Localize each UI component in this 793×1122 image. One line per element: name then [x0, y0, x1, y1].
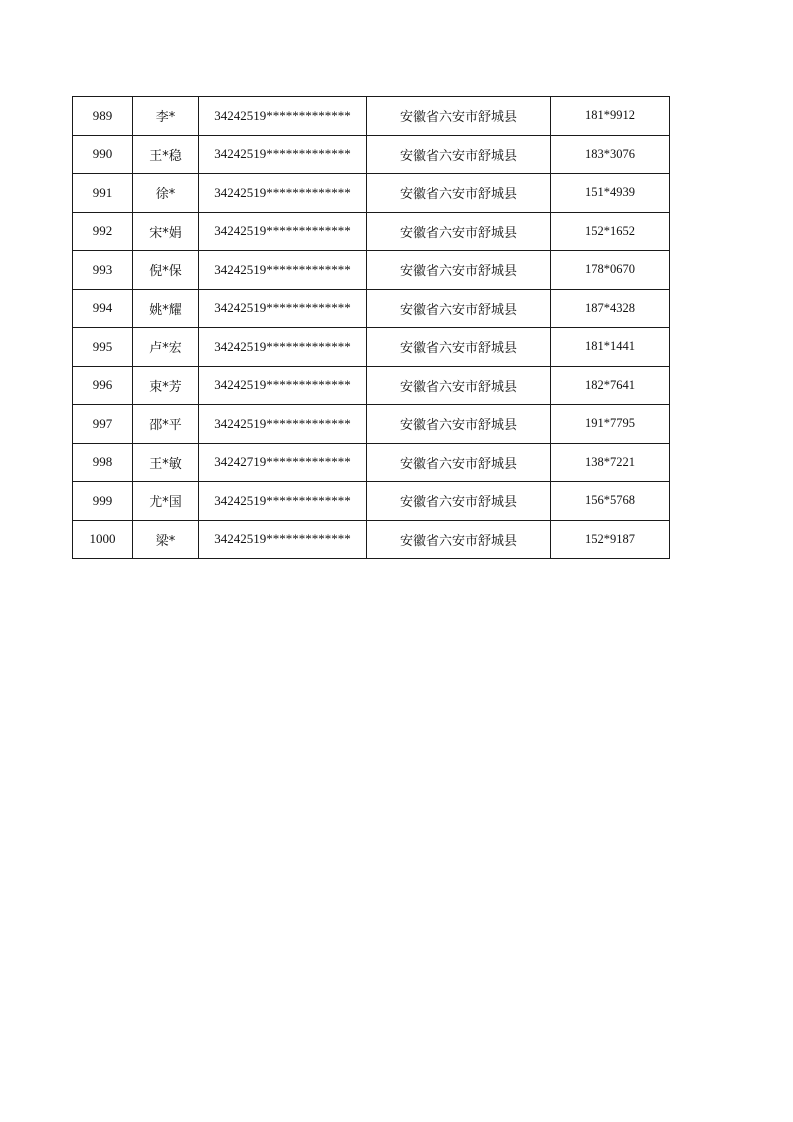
- table-row: [73, 135, 670, 174]
- phone-number: 191*7795: [551, 405, 670, 444]
- address: 安徽省六安市舒城县: [367, 328, 551, 367]
- person-name: 尤*国: [133, 482, 199, 521]
- records-table-body: [73, 97, 670, 559]
- id-number: 34242519*************: [199, 212, 367, 251]
- row-number: 991: [73, 174, 133, 213]
- row-number: 993: [73, 251, 133, 290]
- table-row: [73, 405, 670, 444]
- id-number: 34242519*************: [199, 520, 367, 559]
- table-row: [73, 289, 670, 328]
- table-row: [73, 366, 670, 405]
- table-row: [73, 482, 670, 521]
- person-name: 王*稳: [133, 135, 199, 174]
- id-number: 34242519*************: [199, 251, 367, 290]
- address: 安徽省六安市舒城县: [367, 97, 551, 136]
- table-row: [73, 212, 670, 251]
- id-number: 34242519*************: [199, 174, 367, 213]
- address: 安徽省六安市舒城县: [367, 443, 551, 482]
- person-name: 梁*: [133, 520, 199, 559]
- row-number: 999: [73, 482, 133, 521]
- address: 安徽省六安市舒城县: [367, 135, 551, 174]
- address: 安徽省六安市舒城县: [367, 405, 551, 444]
- id-number: 34242519*************: [199, 135, 367, 174]
- table-row: [73, 520, 670, 559]
- phone-number: 156*5768: [551, 482, 670, 521]
- id-number: 34242519*************: [199, 97, 367, 136]
- phone-number: 152*9187: [551, 520, 670, 559]
- id-number: 34242719*************: [199, 443, 367, 482]
- row-number: 1000: [73, 520, 133, 559]
- person-name: 邵*平: [133, 405, 199, 444]
- person-name: 李*: [133, 97, 199, 136]
- person-name: 宋*娟: [133, 212, 199, 251]
- address: 安徽省六安市舒城县: [367, 482, 551, 521]
- row-number: 992: [73, 212, 133, 251]
- person-name: 徐*: [133, 174, 199, 213]
- phone-number: 151*4939: [551, 174, 670, 213]
- address: 安徽省六安市舒城县: [367, 520, 551, 559]
- id-number: 34242519*************: [199, 366, 367, 405]
- row-number: 998: [73, 443, 133, 482]
- address: 安徽省六安市舒城县: [367, 251, 551, 290]
- row-number: 995: [73, 328, 133, 367]
- row-number: 990: [73, 135, 133, 174]
- phone-number: 183*3076: [551, 135, 670, 174]
- person-name: 束*芳: [133, 366, 199, 405]
- row-number: 994: [73, 289, 133, 328]
- person-name: 王*敏: [133, 443, 199, 482]
- records-table: [72, 96, 670, 559]
- person-name: 倪*保: [133, 251, 199, 290]
- phone-number: 138*7221: [551, 443, 670, 482]
- row-number: 989: [73, 97, 133, 136]
- table-row: [73, 97, 670, 136]
- phone-number: 182*7641: [551, 366, 670, 405]
- id-number: 34242519*************: [199, 328, 367, 367]
- table-row: [73, 174, 670, 213]
- id-number: 34242519*************: [199, 289, 367, 328]
- row-number: 996: [73, 366, 133, 405]
- address: 安徽省六安市舒城县: [367, 289, 551, 328]
- phone-number: 181*9912: [551, 97, 670, 136]
- address: 安徽省六安市舒城县: [367, 366, 551, 405]
- table-row: [73, 328, 670, 367]
- id-number: 34242519*************: [199, 482, 367, 521]
- phone-number: 187*4328: [551, 289, 670, 328]
- phone-number: 152*1652: [551, 212, 670, 251]
- table-row: [73, 443, 670, 482]
- address: 安徽省六安市舒城县: [367, 174, 551, 213]
- phone-number: 178*0670: [551, 251, 670, 290]
- row-number: 997: [73, 405, 133, 444]
- address: 安徽省六安市舒城县: [367, 212, 551, 251]
- person-name: 卢*宏: [133, 328, 199, 367]
- phone-number: 181*1441: [551, 328, 670, 367]
- id-number: 34242519*************: [199, 405, 367, 444]
- table-row: [73, 251, 670, 290]
- person-name: 姚*耀: [133, 289, 199, 328]
